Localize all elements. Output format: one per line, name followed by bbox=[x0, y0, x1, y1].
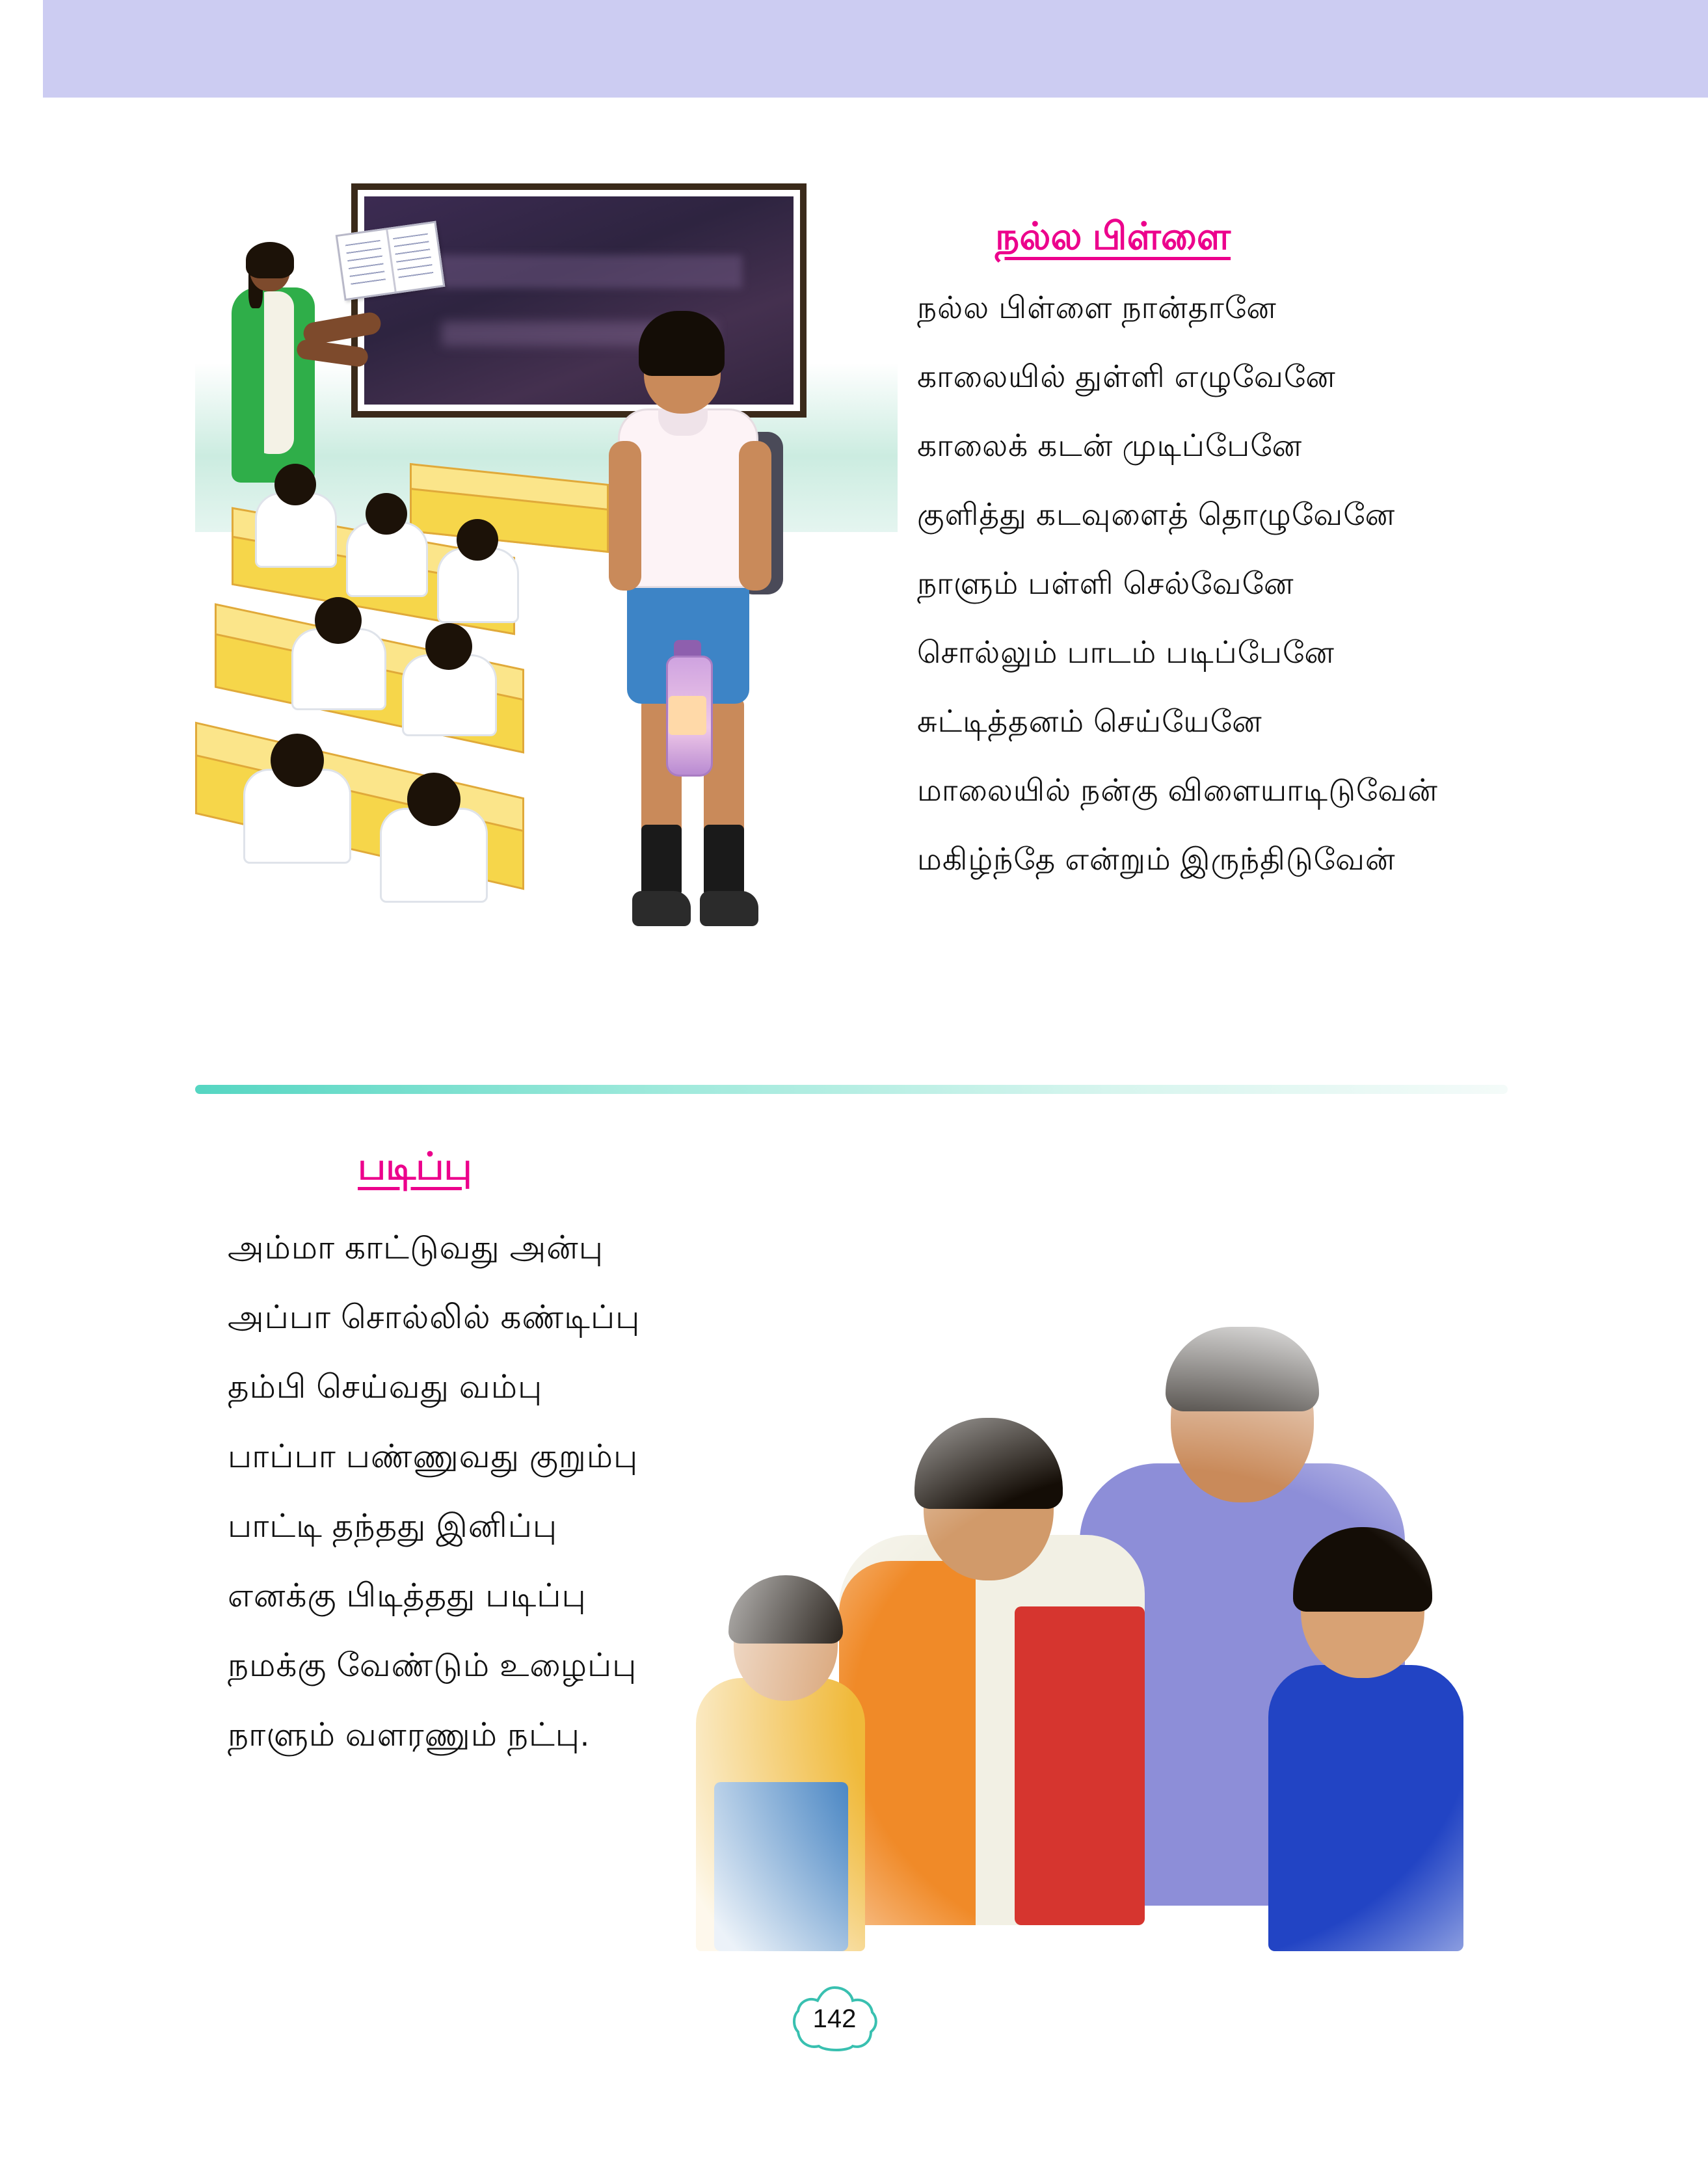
chalk-smudge-icon bbox=[407, 255, 742, 288]
poem-two-line: தம்பி செய்வது வம்பு bbox=[228, 1368, 543, 1405]
boy-shoe bbox=[700, 891, 758, 926]
boy-arm bbox=[609, 441, 641, 591]
poem-two-line: அப்பா சொல்லில் கண்டிப்பு bbox=[228, 1299, 641, 1335]
poem-two-title: படிப்பு bbox=[358, 1145, 472, 1188]
poem-one-line: மாலையில் நன்கு விளையாடிடுவேன் bbox=[917, 773, 1438, 807]
poem-two-line: பாப்பா பண்ணுவது குறும்பு bbox=[228, 1438, 639, 1474]
student-head bbox=[457, 519, 498, 561]
poem-one-line: சுட்டித்தனம் செய்யேனே bbox=[917, 704, 1262, 738]
section-divider bbox=[195, 1085, 1508, 1094]
boy-arm bbox=[739, 441, 771, 591]
page-number-container bbox=[789, 1984, 919, 2055]
poem-one-line: காலையில் துள்ளி எழுவேனே bbox=[917, 359, 1336, 393]
poem-two-line: பாட்டி தந்தது இனிப்பு bbox=[228, 1508, 558, 1544]
poem-one-line: நல்ல பிள்ளை நான்தானே bbox=[917, 290, 1277, 325]
student-head bbox=[407, 773, 460, 826]
photo-vignette bbox=[676, 1327, 1561, 1977]
student-head bbox=[425, 623, 472, 670]
poem-one-line: குளித்து கடவுளைத் தொழுவேனே bbox=[917, 497, 1396, 531]
classroom-illustration bbox=[195, 168, 898, 1059]
boy-sock bbox=[704, 825, 744, 896]
teacher-hair bbox=[246, 242, 294, 278]
page-number: 142 bbox=[812, 2004, 857, 2033]
poem-one-line: மகிழ்ந்தே என்றும் இருந்திடுவேன் bbox=[917, 842, 1396, 876]
open-book-icon bbox=[336, 221, 446, 301]
poem-two-line: எனக்கு பிடித்தது படிப்பு bbox=[228, 1577, 587, 1614]
boy-shoe bbox=[632, 891, 691, 926]
poem-one-line: சொல்லும் பாடம் படிப்பேனே bbox=[917, 635, 1335, 669]
family-photo bbox=[676, 1327, 1561, 1977]
poem-one bbox=[917, 215, 1678, 910]
book-text-lines bbox=[345, 240, 386, 286]
poem-two-line: அம்மா காட்டுவது அன்பு bbox=[228, 1229, 604, 1266]
poem-two-line: நாளும் வளரணும் நட்பு. bbox=[228, 1716, 590, 1753]
top-decorative-band bbox=[0, 0, 1708, 98]
boy-hair bbox=[639, 311, 725, 376]
poem-two-line: நமக்கு வேண்டும் உழைப்பு bbox=[228, 1647, 637, 1683]
student-head bbox=[271, 734, 324, 787]
boy-sock bbox=[641, 825, 682, 896]
water-bottle-label bbox=[669, 696, 706, 735]
student-head bbox=[315, 597, 362, 644]
poem-one-title: நல்ல பிள்ளை bbox=[995, 215, 1231, 258]
student-head bbox=[274, 464, 316, 505]
poem-one-line: நாளும் பள்ளி செல்வேனே bbox=[917, 566, 1294, 600]
book-text-lines bbox=[393, 233, 433, 280]
student-head bbox=[366, 493, 407, 535]
standing-boy-figure bbox=[598, 311, 794, 1013]
poem-one-line: காலைக் கடன் முடிப்பேனே bbox=[917, 428, 1303, 462]
teacher-saree-border bbox=[254, 291, 264, 454]
left-margin bbox=[0, 0, 43, 2171]
